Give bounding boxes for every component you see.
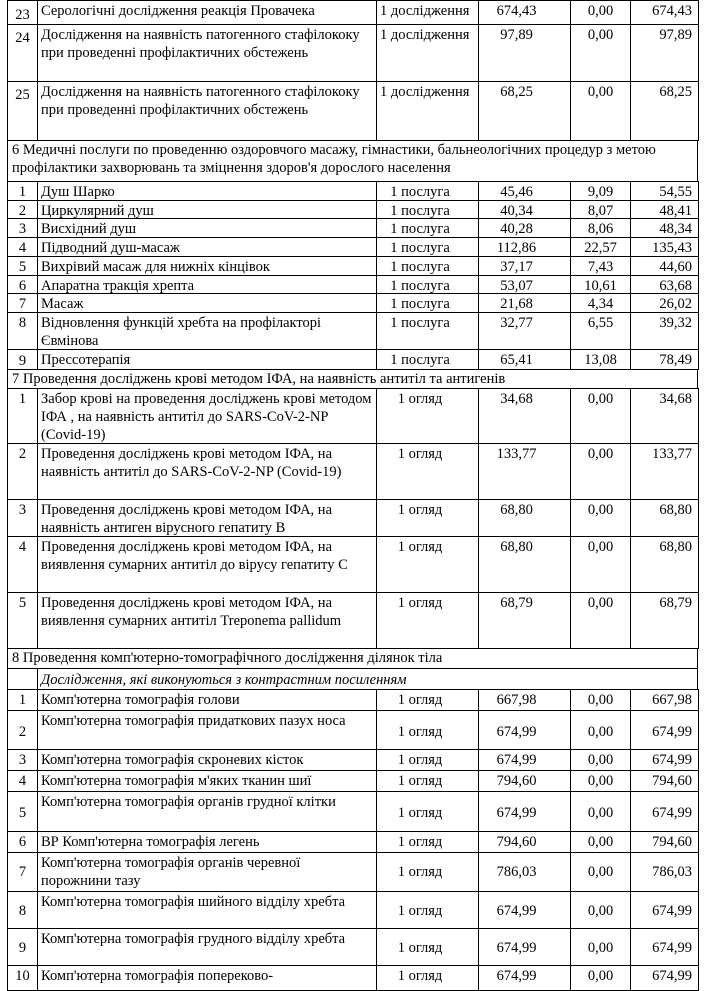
table-cell-vat: 0,00	[570, 891, 631, 929]
table-cell-total: 78,49	[630, 349, 699, 370]
table-cell-vat: 4,34	[570, 293, 631, 313]
table-cell-service-name: Комп'ютерна томографія скроневих кісток	[37, 749, 377, 771]
table-cell-number: 5	[7, 791, 38, 832]
table-cell-number: 3	[7, 218, 38, 238]
table-cell-vat: 0,00	[570, 388, 631, 444]
table-cell-price: 794,60	[478, 831, 571, 853]
table-cell-number: 4	[7, 237, 38, 257]
table-cell-vat: 8,06	[570, 218, 631, 238]
table-cell-unit: 1 послуга	[376, 181, 479, 201]
table-cell-total: 48,41	[630, 200, 699, 219]
table-cell-price: 674,99	[478, 891, 571, 929]
table-cell-number: 2	[7, 200, 38, 219]
table-cell-number: 5	[7, 592, 38, 649]
table-cell-vat: 10,61	[570, 275, 631, 294]
table-cell-price: 112,86	[478, 237, 571, 257]
table-cell-vat: 0,00	[570, 0, 631, 25]
table-cell-price: 21,68	[478, 293, 571, 313]
table-cell-service-name: Комп'ютерна томографія м'яких тканин шиї	[37, 770, 377, 792]
table-cell-unit: 1 огляд	[376, 388, 479, 444]
table-cell-price: 786,03	[478, 852, 571, 892]
table-cell-service-name: Прессотерапія	[37, 349, 377, 370]
table-cell-unit: 1 огляд	[376, 499, 479, 537]
table-cell-price: 794,60	[478, 770, 571, 792]
table-cell-total: 68,79	[630, 592, 699, 649]
table-cell-total: 674,99	[630, 891, 699, 929]
table-cell-service-name: Комп'ютерна томографія органів грудної клітки	[37, 791, 377, 832]
table-cell-vat: 0,00	[570, 24, 631, 82]
table-cell-service-name: Комп'ютерна томографія органів черевної порожнини тазу	[37, 852, 377, 892]
table-cell-unit: 1 послуга	[376, 312, 479, 350]
section-heading: 6 Медичні послуги по проведенню оздоровчого масажу, гімнастики, бальнеологічних процедур з метою профілактики захворювань та зміцнення здоров'я дорослого населення	[7, 140, 698, 182]
table-cell-service-name: Масаж	[37, 293, 377, 313]
table-cell-vat: 0,00	[570, 770, 631, 792]
table-cell-vat: 22,57	[570, 237, 631, 257]
table-cell-total: 667,98	[630, 689, 699, 711]
table-cell-total: 674,99	[630, 928, 699, 966]
table-cell-price: 40,28	[478, 218, 571, 238]
table-cell-total: 674,99	[630, 710, 699, 750]
table-cell-price: 674,99	[478, 791, 571, 832]
table-cell-total: 786,03	[630, 852, 699, 892]
table-cell-service-name: Проведення досліджень крові методом ІФА, на наявність антиген вірусного гепатиту В	[37, 499, 377, 537]
table-cell-total: 674,99	[630, 965, 699, 991]
table-cell-unit: 1 послуга	[376, 218, 479, 238]
table-cell-unit: 1 послуга	[376, 237, 479, 257]
table-cell-service-name: Комп'ютерна томографія шийного відділу хребта	[37, 891, 377, 929]
table-cell-service-name: Комп'ютерна томографія грудного відділу хребта	[37, 928, 377, 966]
table-cell-service-name: Комп'ютерна томографія голови	[37, 689, 377, 711]
table-cell-service-name: Комп'ютерна томографія придаткових пазух носа	[37, 710, 377, 750]
table-cell-price: 40,34	[478, 200, 571, 219]
table-cell-number: 10	[7, 965, 38, 991]
table-cell-total: 135,43	[630, 237, 699, 257]
table-cell-vat: 0,00	[570, 831, 631, 853]
table-cell-unit: 1 огляд	[376, 443, 479, 500]
table-cell-price: 53,07	[478, 275, 571, 294]
table-cell-vat: 9,09	[570, 181, 631, 201]
table-cell-vat: 0,00	[570, 791, 631, 832]
table-cell-vat: 0,00	[570, 689, 631, 711]
table-cell-unit: 1 послуга	[376, 275, 479, 294]
table-cell-unit: 1 послуга	[376, 256, 479, 276]
table-cell-price: 68,80	[478, 536, 571, 593]
table-cell-price: 45,46	[478, 181, 571, 201]
table-cell-total: 794,60	[630, 770, 699, 792]
table-cell-number: 2	[7, 443, 38, 500]
table-cell-price: 667,98	[478, 689, 571, 711]
table-cell-price: 674,99	[478, 749, 571, 771]
table-cell-service-name: Дослідження на наявність патогенного стафілококу при проведенні профілактичних обстежень	[37, 81, 377, 141]
table-cell-unit: 1 огляд	[376, 592, 479, 649]
table-cell-number: 8	[7, 891, 38, 929]
table-cell-unit: 1 послуга	[376, 293, 479, 313]
table-cell-unit: 1 огляд	[376, 689, 479, 711]
subsection-heading: Дослідження, які виконуються з контрастним посиленням	[37, 668, 698, 690]
table-cell-unit: 1 огляд	[376, 770, 479, 792]
table-cell-total: 63,68	[630, 275, 699, 294]
table-cell-service-name: ВР Комп'ютерна томографія легень	[37, 831, 377, 853]
table-cell-number: 7	[7, 852, 38, 892]
table-cell-price: 68,80	[478, 499, 571, 537]
table-cell-total: 68,80	[630, 499, 699, 537]
table-cell-vat: 0,00	[570, 710, 631, 750]
table-cell-service-name: Душ Шарко	[37, 181, 377, 201]
table-cell-price: 68,25	[478, 81, 571, 141]
table-cell-unit: 1 огляд	[376, 710, 479, 750]
table-cell-vat: 6,55	[570, 312, 631, 350]
table-cell-vat: 0,00	[570, 81, 631, 141]
table-cell-total: 54,55	[630, 181, 699, 201]
table-cell-number: 5	[7, 256, 38, 276]
table-cell-unit: 1 огляд	[376, 891, 479, 929]
table-cell-total: 794,60	[630, 831, 699, 853]
table-cell-vat: 0,00	[570, 749, 631, 771]
table-cell-service-name: Циркулярний душ	[37, 200, 377, 219]
table-cell-total: 44,60	[630, 256, 699, 276]
table-cell-unit: 1 огляд	[376, 852, 479, 892]
table-cell-number: 6	[7, 831, 38, 853]
table-cell-service-name: Серологічні дослідження реакція Провачека	[37, 0, 377, 25]
table-cell-number: 9	[7, 349, 38, 370]
table-cell-total: 26,02	[630, 293, 699, 313]
table-cell-unit: 1 дослідження	[376, 24, 479, 82]
table-cell-number: 7	[7, 293, 38, 313]
table-cell-total: 674,43	[630, 0, 699, 25]
table-cell-price: 674,99	[478, 710, 571, 750]
table-cell-unit: 1 огляд	[376, 536, 479, 593]
table-cell-price: 68,79	[478, 592, 571, 649]
table-cell-unit: 1 огляд	[376, 791, 479, 832]
table-cell-price: 674,99	[478, 928, 571, 966]
table-cell-total: 68,25	[630, 81, 699, 141]
table-cell-unit: 1 огляд	[376, 965, 479, 991]
table-cell-service-name: Забор крові на проведення досліджень крові методом ІФА , на наявність антитіл до SARS-CoV-2-NP (Covid-19)	[37, 388, 377, 444]
table-cell-total: 674,99	[630, 749, 699, 771]
table-cell-service-name: Відновлення функцій хребта на профілакторі Євмінова	[37, 312, 377, 350]
table-cell-service-name: Апаратна тракція хрепта	[37, 275, 377, 294]
table-cell-number: 2	[7, 710, 38, 750]
table-cell-vat: 0,00	[570, 499, 631, 537]
table-cell-total: 97,89	[630, 24, 699, 82]
table-cell-price: 65,41	[478, 349, 571, 370]
table-cell-service-name: Проведення досліджень крові методом ІФА, на виявлення сумарних антитіл до вірусу гепатиту С	[37, 536, 377, 593]
table-cell-unit: 1 дослідження	[376, 81, 479, 141]
table-cell-service-name: Вихрівий масаж для нижніх кінцівок	[37, 256, 377, 276]
table-cell-number: 1	[7, 689, 38, 711]
table-cell-price: 674,99	[478, 965, 571, 991]
table-cell-price: 97,89	[478, 24, 571, 82]
table-cell-total: 68,80	[630, 536, 699, 593]
table-cell-number: 24	[7, 24, 38, 82]
table-cell-vat: 0,00	[570, 928, 631, 966]
table-cell-service-name: Підводний душ-масаж	[37, 237, 377, 257]
table-cell-unit: 1 послуга	[376, 349, 479, 370]
table-cell-number: 23	[7, 0, 38, 25]
table-cell-price: 674,43	[478, 0, 571, 25]
table-cell-vat: 8,07	[570, 200, 631, 219]
table-cell-total: 39,32	[630, 312, 699, 350]
table-cell-total: 674,99	[630, 791, 699, 832]
section-heading: 7 Проведення досліджень крові методом ІФА, на наявність антитіл та антигенів	[7, 369, 698, 389]
table-cell-unit: 1 послуга	[376, 200, 479, 219]
table-cell-unit: 1 огляд	[376, 749, 479, 771]
table-cell-vat: 7,43	[570, 256, 631, 276]
table-cell-number: 4	[7, 536, 38, 593]
table-cell-unit: 1 огляд	[376, 831, 479, 853]
table-cell-number: 1	[7, 181, 38, 201]
table-cell-total: 48,34	[630, 218, 699, 238]
table-cell-number: 8	[7, 312, 38, 350]
table-cell-number: 3	[7, 749, 38, 771]
table-cell-unit: 1 огляд	[376, 928, 479, 966]
table-cell-vat: 0,00	[570, 965, 631, 991]
table-cell-number	[7, 668, 38, 690]
table-cell-number: 4	[7, 770, 38, 792]
table-cell-number: 3	[7, 499, 38, 537]
table-cell-vat: 0,00	[570, 852, 631, 892]
table-cell-vat: 0,00	[570, 592, 631, 649]
table-cell-service-name: Висхідний душ	[37, 218, 377, 238]
table-cell-total: 133,77	[630, 443, 699, 500]
table-cell-price: 34,68	[478, 388, 571, 444]
table-cell-number: 1	[7, 388, 38, 444]
table-cell-service-name: Комп'ютерна томографія попереково-	[37, 965, 377, 991]
table-cell-vat: 0,00	[570, 443, 631, 500]
table-cell-price: 133,77	[478, 443, 571, 500]
table-cell-price: 32,77	[478, 312, 571, 350]
table-cell-unit: 1 дослідження	[376, 0, 479, 25]
table-cell-number: 25	[7, 81, 38, 141]
table-cell-service-name: Проведення досліджень крові методом ІФА, на наявність антитіл до SARS-CoV-2-NP (Covid-19)	[37, 443, 377, 500]
table-cell-price: 37,17	[478, 256, 571, 276]
table-cell-number: 6	[7, 275, 38, 294]
table-cell-service-name: Проведення досліджень крові методом ІФА, на виявлення сумарних антитіл Treponema pallidum	[37, 592, 377, 649]
section-heading: 8 Проведення комп'ютерно-томографічного дослідження ділянок тіла	[7, 648, 698, 669]
table-cell-number: 9	[7, 928, 38, 966]
table-cell-service-name: Дослідження на наявність патогенного стафілококу при проведенні профілактичних обстежень	[37, 24, 377, 82]
table-cell-vat: 0,00	[570, 536, 631, 593]
table-cell-total: 34,68	[630, 388, 699, 444]
table-cell-vat: 13,08	[570, 349, 631, 370]
